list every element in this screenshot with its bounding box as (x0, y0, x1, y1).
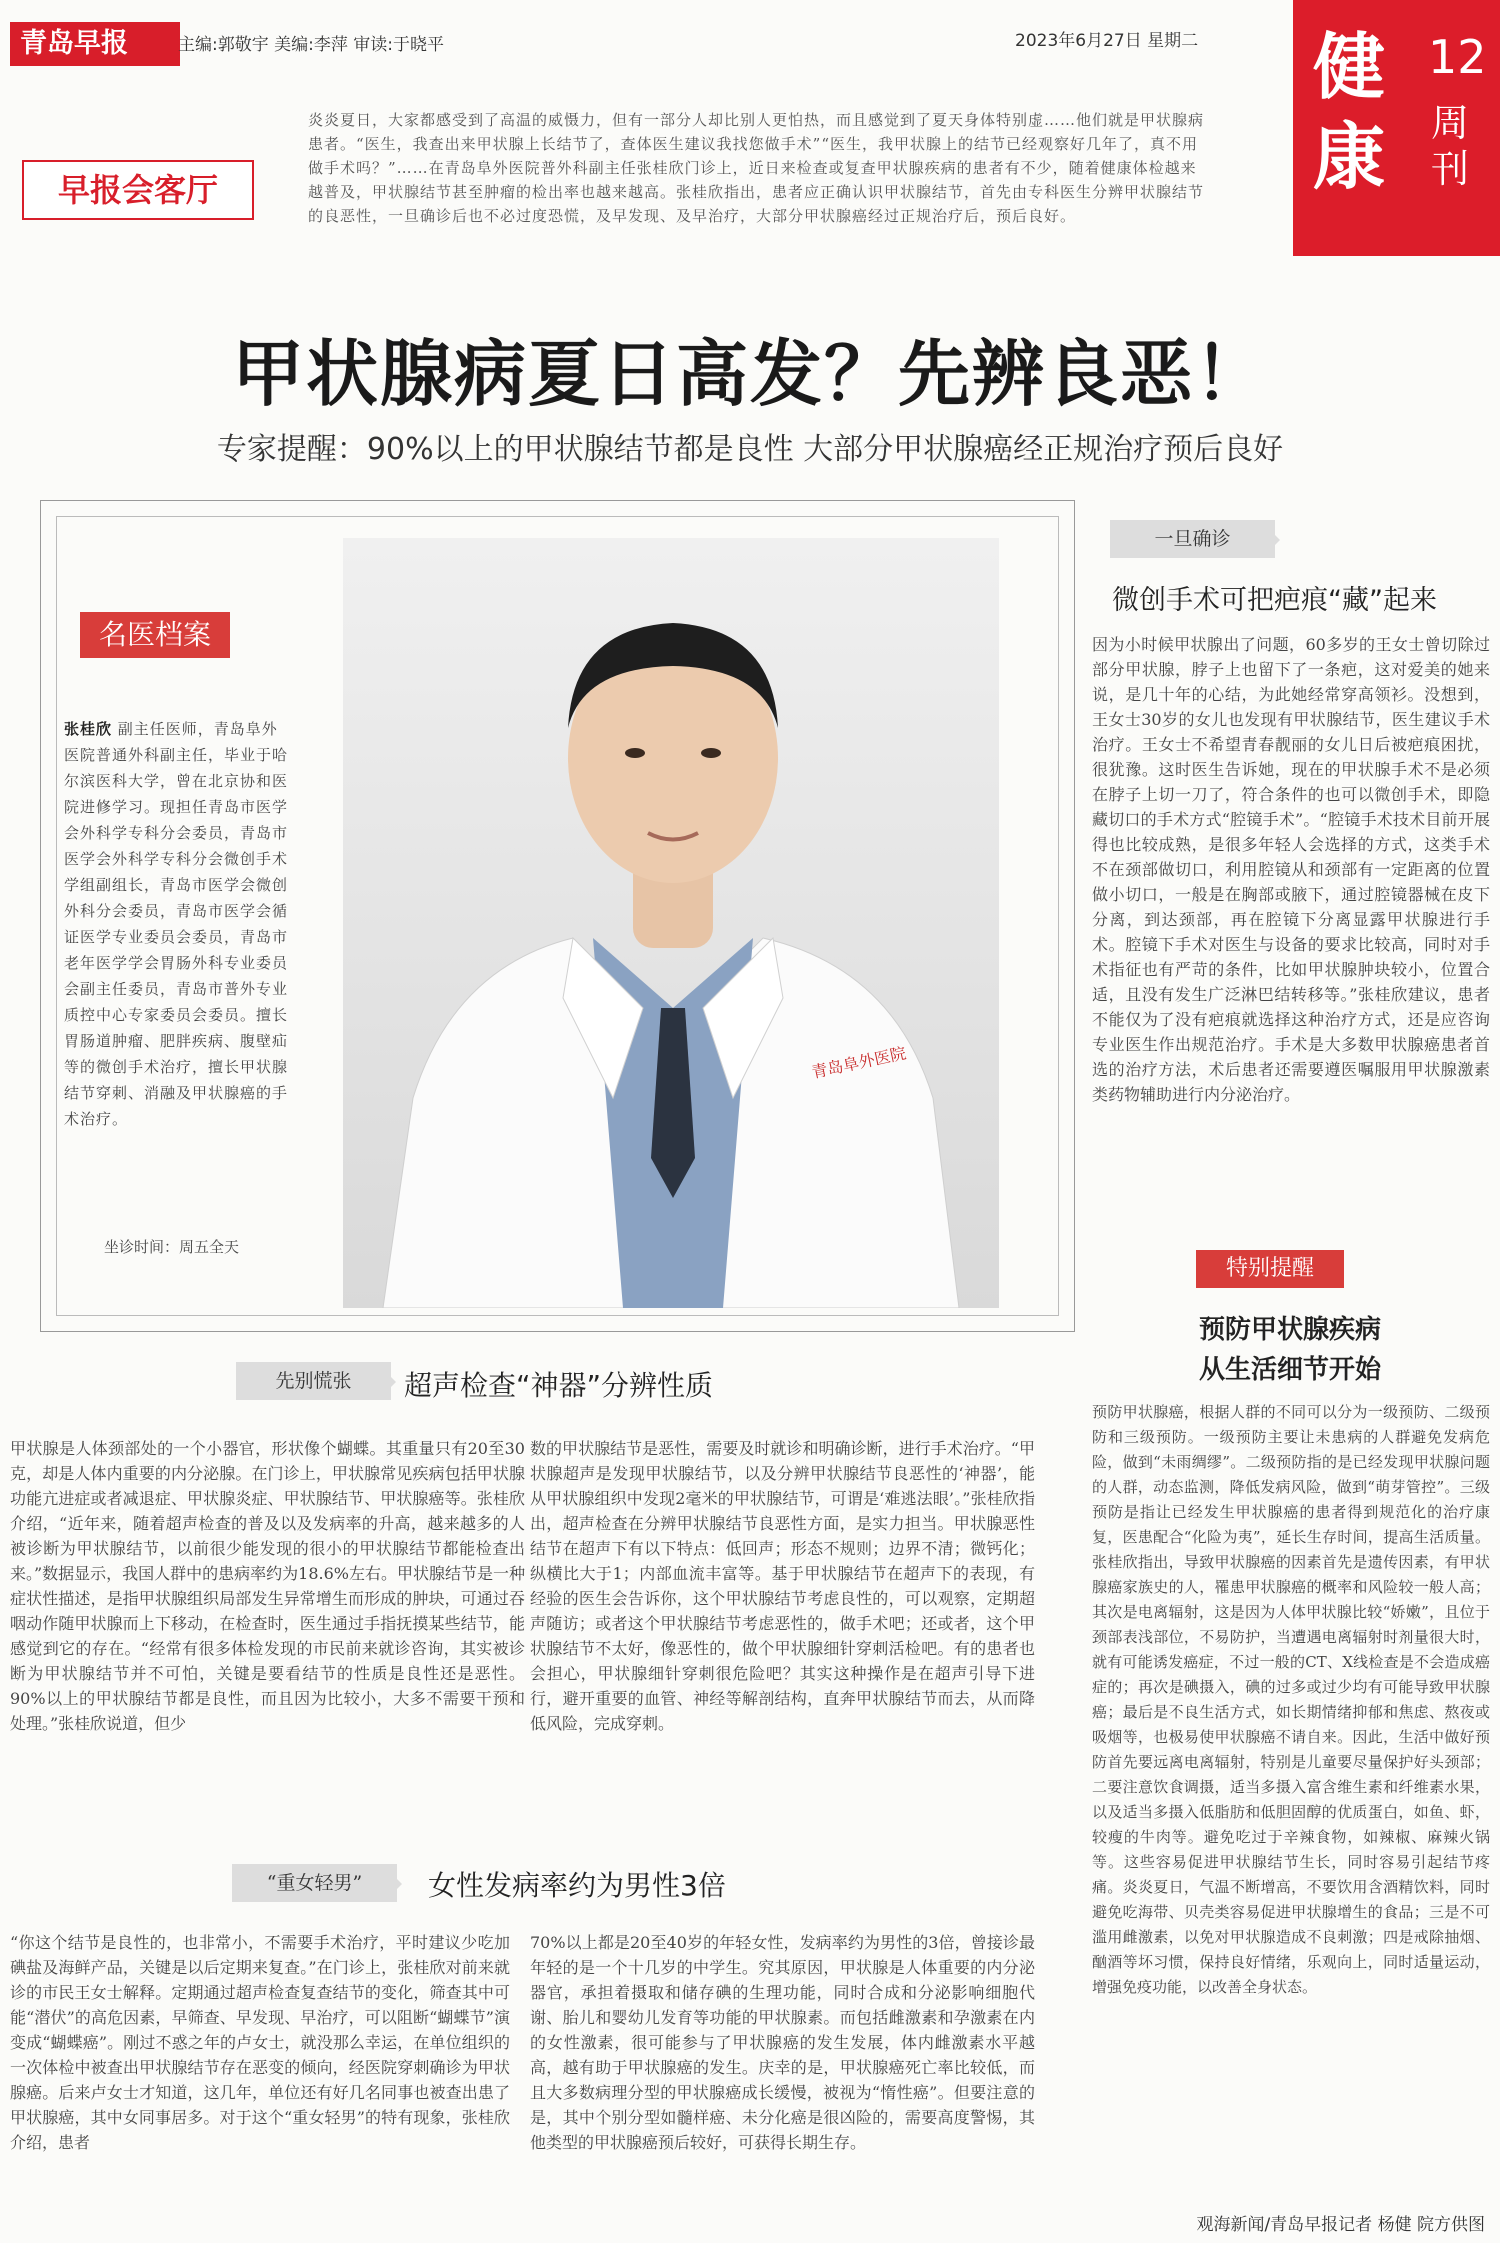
headline: 甲状腺病夏日高发？先辨良恶！ (231, 332, 1268, 416)
section3-title: 微创手术可把疤痕“藏”起来 (1112, 585, 1437, 616)
section2-column-2: 70%以上都是20至40岁的年轻女性，发病率约为男性的3倍，曾接诊最年轻的是一个十几岁的中学生。究其原因，甲状腺是人体重要的内分泌器官，承担着摄取和储存碘的生理功能，同时合成和分泌影响细胞代谢、胎儿和婴幼儿发育等功能的甲状腺素。而包括雌激素和孕激素在内的女性激素，很可能参与了甲状腺癌的发生发展，体内雌激素水平越高，越有助于甲状腺癌的发生。庆幸的是，甲状腺癌死亡率比较低，而且大多数病理分型的甲状腺癌成长缓慢，被视为“惰性癌”。但要注意的是，其中个别分型如髓样癌、未分化癌是很凶险的，需要高度警惕，其他类型的甲状腺癌预后较好，可获得长期生存。 (530, 1933, 1035, 2152)
doctor-bio-text: 副主任医师，青岛阜外医院普通外科副主任，毕业于哈尔滨医科大学，曾在北京协和医院进修学习。现担任青岛市医学会外科学专科分会委员，青岛市医学会外科学专科分会微创手术学组副组长，青岛市医学会微创外科分会委员，青岛市医学会循证医学专业委员会委员，青岛市老年医学学会胃肠外科专业委员会副主任委员，青岛市普外专业质控中心专家委员会委员。擅长胃肠道肿瘤、肥胖疾病、腹壁疝等的微创手术治疗，擅长甲状腺结节穿刺、消融及甲状腺癌的手术治疗。 (64, 720, 289, 1128)
section1-column-1: 甲状腺是人体颈部处的一个小器官，形状像个蝴蝶。其重量只有20至30克，却是人体内重要的内分泌腺。在门诊上，甲状腺常见疾病包括甲状腺功能亢进症或者减退症、甲状腺炎症、甲状腺结节、甲状腺癌等。张桂欣介绍，“近年来，随着超声检查的普及以及发病率的升高，越来越多的人被诊断为甲状腺结节，以前很少能发现的很小的甲状腺结节都能检查出来。”数据显示，我国人群中的患病率约为18.6%左右。甲状腺结节是一种症状性描述，是指甲状腺组织局部发生异常增生而形成的肿块，可通过吞咽动作随甲状腺而上下移动，在检查时，医生通过手指抚摸某些结节，能感觉到它的存在。“经常有很多体检发现的市民前来就诊咨询，其实被诊断为甲状腺结节并不可怕，关键是要看结节的性质是良性还是恶性。90%以上的甲状腺结节都是良性，而且因为比较小，大多不需要干预和处理。”张桂欣说道，但少 (10, 1439, 525, 1733)
special-title-line-1: 预防甲状腺疾病 (1198, 1315, 1381, 1345)
intro-paragraph: 炎炎夏日，大家都感受到了高温的威慑力，但有一部分人却比别人更怕热，而且感觉到了夏天身体特别虚……他们就是甲状腺病患者。“医生，我查出来甲状腺上长结节了，查体医生建议我找您做手术”“医生，我甲状腺上的结节已经观察好几年了，真不用做手术吗？”……在青岛阜外医院普外科副主任张桂欣门诊上，近日来检查或复查甲状腺疾病的患者有不少，随着健康体检越来越普及，甲状腺结节甚至肿瘤的检出率也越来越高。张桂欣指出，患者应正确认识甲状腺结节，首先由专科医生分辨甲状腺结节的良恶性，一旦确诊后也不必过度恐慌，及早发现、及早治疗，大部分甲状腺癌经过正规治疗后，预后良好。 (308, 111, 1205, 225)
special-tag: 特别提醒 (1196, 1250, 1344, 1288)
section2-tag-arrow (386, 1868, 402, 1900)
section1-title: 超声检查“神器”分辨性质 (404, 1369, 714, 1402)
svg-text:青岛阜外医院: 青岛阜外医院 (809, 1043, 908, 1082)
section1-tag: 先别慌张 (236, 1362, 391, 1400)
special-body: 预防甲状腺癌，根据人群的不同可以分为一级预防、二级预防和三级预防。一级预防主要让未患病的人群避免发病危险，做到“未雨绸缪”。二级预防指的是已经发现甲状腺问题的人群，动态监测，降低发病风险，做到“萌芽管控”。三级预防是指让已经发生甲状腺癌的患者得到规范化的治疗康复，医患配合“化险为夷”，延长生存时间，提高生活质量。张桂欣指出，导致甲状腺癌的因素首先是遗传因素，有甲状腺癌家族史的人，罹患甲状腺癌的概率和风险较一般人高；其次是电离辐射，这是因为人体甲状腺比较“娇嫩”，且位于颈部表浅部位，不易防护，当遭遇电离辐射时剂量很大时，就有可能诱发癌症，不过一般的CT、X线检查是不会造成癌症的；再次是碘摄入，碘的过多或过少均有可能导致甲状腺癌；最后是不良生活方式，如长期情绪抑郁和焦虑、熬夜或吸烟等，也极易使甲状腺癌不请自来。因此，生活中做好预防首先要远离电离辐射，特别是儿童要尽量保护好头颈部；二要注意饮食调摄，适当多摄入富含维生素和纤维素水果，以及适当多摄入低脂肪和低胆固醇的优质蛋白，如鱼、虾，较瘦的牛肉等。避免吃过于辛辣食物，如辣椒、麻辣火锅等。这些容易促进甲状腺结节生长，同时容易引起结节疼痛。炎炎夏日，气温不断增高，不要饮用含酒精饮料，同时避免吃海带、贝壳类容易促进甲状腺增生的食品；三是不可滥用雌激素，以免对甲状腺造成不良刺激；四是戒除抽烟、酗酒等坏习惯，保持良好情绪，乐观向上，同时适量运动，增强免疫功能，以改善全身状态。 (1092, 1403, 1490, 1996)
section2-title: 女性发病率约为男性3倍 (428, 1869, 726, 1902)
section2-column-1: “你这个结节是良性的，也非常小，不需要手术治疗，平时建议少吃加碘盐及海鲜产品，关键是以后定期来复查。”在门诊上，张桂欣对前来就诊的市民王女士解释。定期通过超声检查复查结节的变化，筛查其中可能“潜伏”的高危因素，早筛查、早发现、早治疗，可以阻断“蝴蝶节”演变成“蝴蝶癌”。刚过不惑之年的卢女士，就没那么幸运，在单位组织的一次体检中被查出甲状腺结节存在恶变的倾向，经医院穿刺确诊为甲状腺癌。后来卢女士才知道，这几年，单位还有好几名同事也被查出患了甲状腺癌，其中女同事居多。对于这个“重女轻男”的特有现象，张桂欣介绍，患者 (10, 1933, 510, 2152)
special-title (1090, 1310, 1490, 1390)
section3-body: 因为小时候甲状腺出了问题，60多岁的王女士曾切除过部分甲状腺，脖子上也留下了一条疤，这对爱美的她来说，是几十年的心结，为此她经常穿高领衫。没想到，王女士30岁的女儿也发现有甲状腺结节，医生建议手术治疗。王女士不希望青春靓丽的女儿日后被疤痕困扰，很犹豫。这时医生告诉她，现在的甲状腺手术不是必须在脖子上切一刀了，符合条件的也可以微创手术，即隐藏切口的手术方式“腔镜手术”。“腔镜手术技术目前开展得也比较成熟，是很多年轻人会选择的方式，这类手术不在颈部做切口，利用腔镜从和颈部有一定距离的位置做小切口，一般是在胸部或腋下，通过腔镜器械在皮下分离，到达颈部，再在腔镜下分离显露甲状腺进行手术。腔镜下手术对医生与设备的要求比较高，同时对手术指征也有严苛的条件，比如甲状腺肿块较小，位置合适，且没有发生广泛淋巴结转移等。”张桂欣建议，患者不能仅为了没有疤痕就选择这种治疗方式，还是应咨询专业医生作出规范治疗。手术是大多数甲状腺癌患者首选的治疗方法，术后患者还需要遵医嘱服用甲状腺激素类药物辅助进行内分泌治疗。 (1092, 635, 1490, 1104)
section3-tag-arrow (1264, 524, 1280, 556)
section1-column-2: 数的甲状腺结节是恶性，需要及时就诊和明确诊断，进行手术治疗。“甲状腺超声是发现甲状腺结节，以及分辨甲状腺结节良恶性的‘神器’，能从甲状腺组织中发现2毫米的甲状腺结节，可谓是‘难逃法眼’。”张桂欣指出，超声检查在分辨甲状腺结节良恶性方面，是实力担当。甲状腺恶性结节在超声下有以下特点：低回声；形态不规则；边界不清；微钙化；纵横比大于1；内部血流丰富等。基于甲状腺结节在超声下的表现，有经验的医生会告诉你，这个甲状腺结节考虑良性的，可以观察，定期超声随访；或者这个甲状腺结节考虑恶性的，做手术吧；还或者，这个甲状腺结节不太好，像恶性的，做个甲状腺细针穿刺活检吧。有的患者也会担心，甲状腺细针穿刺很危险吧？其实这种操作是在超声引导下进行，避开重要的血管、神经等解剖结构，直奔甲状腺结节而去，从而降低风险，完成穿刺。 (530, 1439, 1035, 1733)
photo-credit: 观海新闻/青岛早报记者 杨健 院方供图 (1196, 2215, 1485, 2235)
staff-credits: 主编:郭敬宇 美编:李萍 审读:于晓平 (178, 35, 444, 55)
doctor-name: 张桂欣 (64, 720, 113, 738)
section2-tag: “重女轻男” (232, 1864, 397, 1902)
doctor-bio (64, 716, 292, 1132)
issue-date: 2023年6月27日 星期二 (1015, 31, 1199, 51)
profile-tag: 名医档案 (80, 612, 230, 658)
clinic-time: 坐诊时间：周五全天 (104, 1238, 240, 1256)
section1-tag-arrow (380, 1366, 396, 1398)
special-title-line-2: 从生活细节开始 (1198, 1355, 1381, 1385)
doctor-portrait-illustration (343, 538, 999, 1308)
subheadline: 专家提醒：90%以上的甲状腺结节都是良性 大部分甲状腺癌经正规治疗预后良好 (216, 432, 1284, 467)
newspaper-masthead: 青岛早报 (10, 22, 180, 66)
section3-tag: 一旦确诊 (1110, 520, 1275, 558)
page-number: 12 (1428, 30, 1487, 84)
doctor-photo (343, 538, 999, 1308)
weekly-label: 周刊 (1431, 101, 1470, 191)
column-logo: 早报会客厅 (22, 160, 254, 220)
section-banner (1293, 0, 1500, 256)
section-name: 健康 (1313, 25, 1386, 199)
